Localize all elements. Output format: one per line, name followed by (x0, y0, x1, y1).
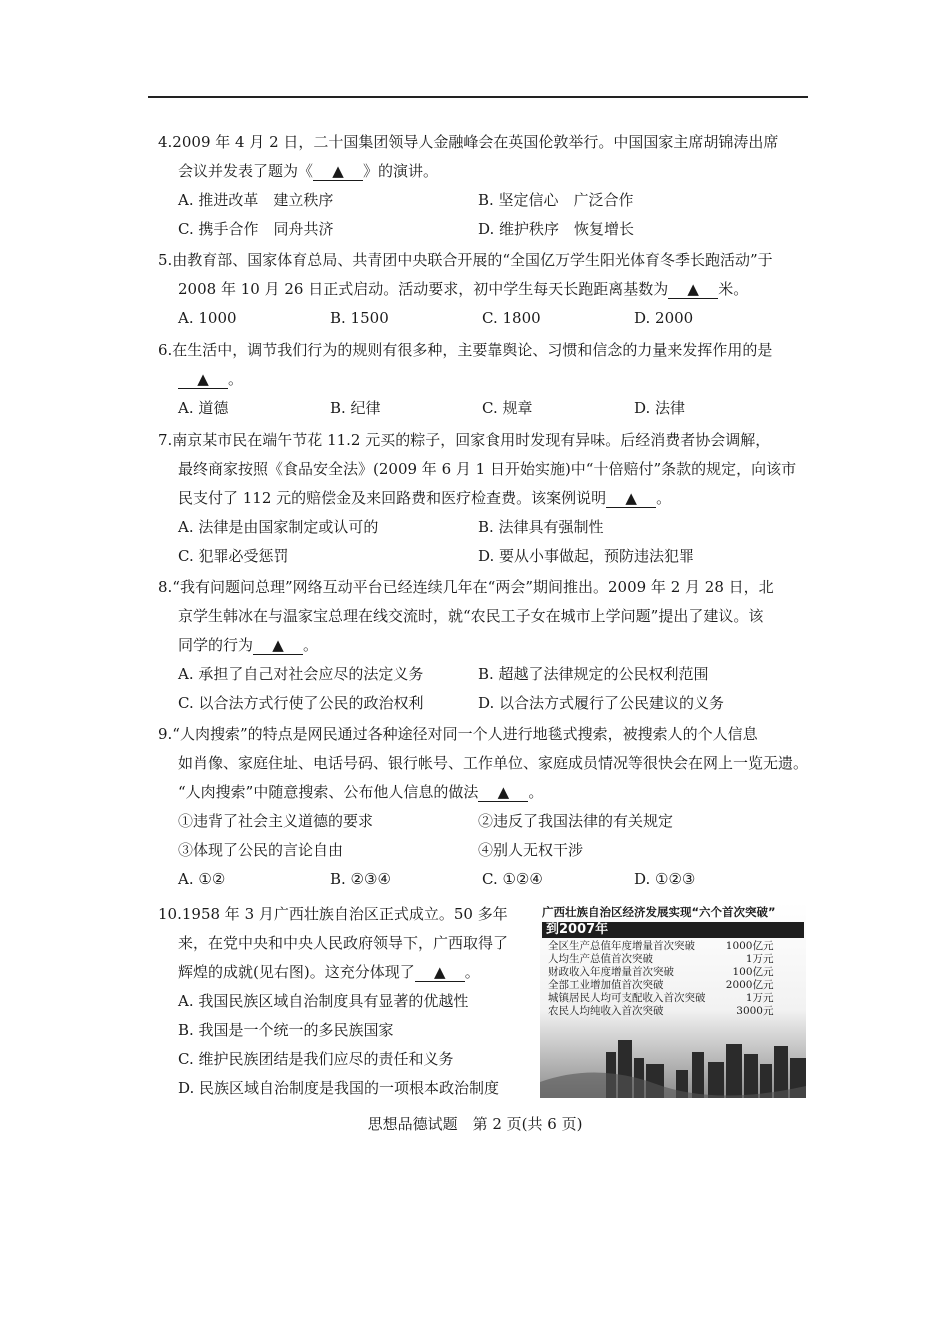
answer-blank: ▲ (313, 162, 363, 181)
q9-options (160, 865, 825, 894)
option-a[interactable]: A. 1000 (178, 309, 237, 327)
question-4 (160, 128, 825, 244)
answer-blank: ▲ (478, 783, 528, 802)
guangxi-economy-figure (536, 902, 808, 1098)
answer-blank: ▲ (606, 489, 656, 508)
q8-stem-text: 同学的行为 (178, 636, 254, 654)
option-a[interactable]: A. 我国民族区域自治制度具有显著的优越性 (178, 992, 469, 1010)
q10-stem-line-2: 来，在党中央和中央人民政府领导下，广西取得了 (178, 934, 509, 952)
page-footer: 思想品德试题 第 2 页(共 6 页) (367, 1115, 583, 1133)
q8-stem-line-1: 8.“我有问题问总理”网络互动平台已经连续几年在“两会”期间推出。2009 年 2 月 28 日，北 (158, 578, 774, 596)
q7-stem-line-2: 最终商家按照《食品安全法》(2009 年 6 月 1 日开始实施)中“十倍赔付”条款的规定，向该市 (178, 460, 797, 478)
q7-stem-line-1: 7.南京某市民在端午节花 11.2 元买的粽子，回家食用时发现有异味。后经消费者协会调解， (158, 431, 771, 449)
q9-stem-text: “人肉搜索”中随意搜索、公布他人信息的做法 (178, 783, 479, 801)
answer-blank: ▲ (178, 370, 228, 389)
q7-options (160, 513, 825, 571)
option-d[interactable]: D. 法律 (634, 399, 686, 417)
option-a[interactable]: A. ①② (178, 870, 226, 888)
option-c[interactable]: C. 犯罪必受惩罚 (178, 547, 289, 565)
table-row (548, 979, 774, 992)
option-a[interactable]: A. 道德 (178, 399, 229, 417)
q9-stem-line-3 (160, 778, 825, 807)
option-c[interactable]: C. 规章 (482, 399, 533, 417)
option-c[interactable]: C. 维护民族团结是我们应尽的责任和义务 (178, 1050, 454, 1068)
row-value: 3000元 (736, 1005, 774, 1017)
q8-stem-end: 。 (303, 636, 319, 654)
q5-stem-text: 2008 年 10 月 26 日正式启动。活动要求，初中学生每天长跑距离基数为 (178, 280, 669, 298)
option-d[interactable]: D. 2000 (634, 309, 694, 327)
row-label: 全区生产总值年度增量首次突破 (548, 940, 695, 952)
q10-stem-line-3 (160, 958, 540, 987)
question-6 (160, 336, 825, 423)
q9-stem-line-1: 9.“人肉搜索”的特点是网民通过各种途径对同一个人进行地毯式搜索，被搜索人的个人信息 (158, 725, 758, 743)
option-b[interactable]: B. 超越了法律规定的公民权利范围 (478, 665, 709, 683)
q5-stem-end: 米。 (718, 280, 749, 298)
figure-year-banner: 到2007年 (542, 922, 804, 938)
option-b[interactable]: B. 1500 (330, 309, 389, 327)
answer-blank: ▲ (253, 636, 303, 655)
option-d[interactable]: D. 维护秩序 恢复增长 (478, 220, 635, 238)
header-rule (148, 96, 808, 98)
option-c[interactable]: C. 携手合作 同舟共济 (178, 220, 334, 238)
q9-stem-end: 。 (528, 783, 544, 801)
table-row (548, 940, 774, 953)
q6-stem-line-2 (160, 365, 825, 394)
question-8 (160, 573, 825, 718)
row-value: 1万元 (745, 953, 774, 965)
q8-stem-line-3 (160, 631, 825, 660)
q7-stem-text: 民支付了 112 元的赔偿金及来回路费和医疗检查费。该案例说明 (178, 489, 607, 507)
table-row (548, 966, 774, 979)
option-a[interactable]: A. 推进改革 建立秩序 (178, 191, 334, 209)
q6-stem-end: 。 (228, 370, 244, 388)
q10-stem-line-1: 10.1958 年 3 月广西壮族自治区正式成立。50 多年 (158, 905, 508, 923)
table-row (548, 992, 774, 1005)
q4-options (160, 186, 825, 244)
q8-stem-line-2: 京学生韩冰在与温家宝总理在线交流时，就“农民工子女在城市上学问题”提出了建议。该 (178, 607, 764, 625)
row-label: 全部工业增加值首次突破 (548, 979, 664, 991)
row-value: 1万元 (745, 992, 774, 1004)
q8-options (160, 660, 825, 718)
option-b[interactable]: B. ②③④ (330, 870, 391, 888)
q5-stem-line-2 (160, 275, 825, 304)
statement-3: ③体现了公民的言论自由 (178, 841, 344, 859)
q6-stem-line-1: 6.在生活中，调节我们行为的规则有很多种，主要靠舆论、习惯和信念的力量来发挥作用的是 (158, 341, 773, 359)
option-b[interactable]: B. 法律具有强制性 (478, 518, 604, 536)
row-label: 人均生产总值首次突破 (548, 953, 653, 965)
table-row (548, 953, 774, 966)
row-label: 农民人均纯收入首次突破 (548, 1005, 664, 1017)
question-7 (160, 426, 825, 571)
question-10 (160, 900, 540, 1103)
q4-stem-line-2 (160, 157, 825, 186)
option-d[interactable]: D. 民族区域自治制度是我国的一项根本政治制度 (178, 1079, 500, 1097)
q6-options (160, 394, 825, 423)
option-a[interactable]: A. 法律是由国家制定或认可的 (178, 518, 379, 536)
q7-stem-end: 。 (656, 489, 672, 507)
row-label: 财政收入年度增量首次突破 (548, 966, 674, 978)
figure-table (548, 940, 774, 1018)
question-9 (160, 720, 825, 894)
row-value: 100亿元 (732, 966, 774, 978)
q7-stem-line-3 (160, 484, 825, 513)
q4-stem-text: 会议并发表了题为《 (178, 162, 314, 180)
option-c[interactable]: C. 以合法方式行使了公民的政治权利 (178, 694, 424, 712)
q9-statements (160, 807, 825, 865)
q5-options (160, 304, 825, 333)
option-d[interactable]: D. 以合法方式履行了公民建议的义务 (478, 694, 725, 712)
statement-2: ②违反了我国法律的有关规定 (478, 812, 674, 830)
answer-blank: ▲ (668, 280, 718, 299)
q10-stem-end: 。 (464, 963, 480, 981)
answer-blank: ▲ (415, 963, 465, 982)
statement-4: ④别人无权干涉 (478, 841, 584, 859)
row-value: 2000亿元 (725, 979, 774, 991)
option-b[interactable]: B. 坚定信心 广泛合作 (478, 191, 634, 209)
option-c[interactable]: C. ①②④ (482, 870, 543, 888)
question-5 (160, 246, 825, 333)
q5-stem-line-1: 5.由教育部、国家体育总局、共青团中央联合开展的“全国亿万学生阳光体育冬季长跑活动”于 (158, 251, 773, 269)
row-value: 1000亿元 (725, 940, 774, 952)
option-d[interactable]: D. 要从小事做起，预防违法犯罪 (478, 547, 695, 565)
option-d[interactable]: D. ①②③ (634, 870, 696, 888)
table-row (548, 1005, 774, 1018)
option-b[interactable]: B. 我国是一个统一的多民族国家 (178, 1021, 394, 1039)
row-label: 城镇居民人均可支配收入首次突破 (548, 992, 706, 1004)
figure-title: 广西壮族自治区经济发展实现“六个首次突破” (542, 905, 776, 919)
q10-stem-text: 辉煌的成就(见右图)。这充分体现了 (178, 963, 415, 981)
q4-stem-line-1: 4.2009 年 4 月 2 日，二十国集团领导人金融峰会在英国伦敦举行。中国国家主席胡锦涛出席 (158, 133, 779, 151)
q9-stem-line-2: 如肖像、家庭住址、电话号码、银行帐号、工作单位、家庭成员情况等很快会在网上一览无遗。 (178, 754, 809, 772)
option-a[interactable]: A. 承担了自己对社会应尽的法定义务 (178, 665, 424, 683)
q4-stem-end: 》的演讲。 (363, 162, 439, 180)
option-c[interactable]: C. 1800 (482, 309, 541, 327)
option-b[interactable]: B. 纪律 (330, 399, 381, 417)
statement-1: ①违背了社会主义道德的要求 (178, 812, 374, 830)
